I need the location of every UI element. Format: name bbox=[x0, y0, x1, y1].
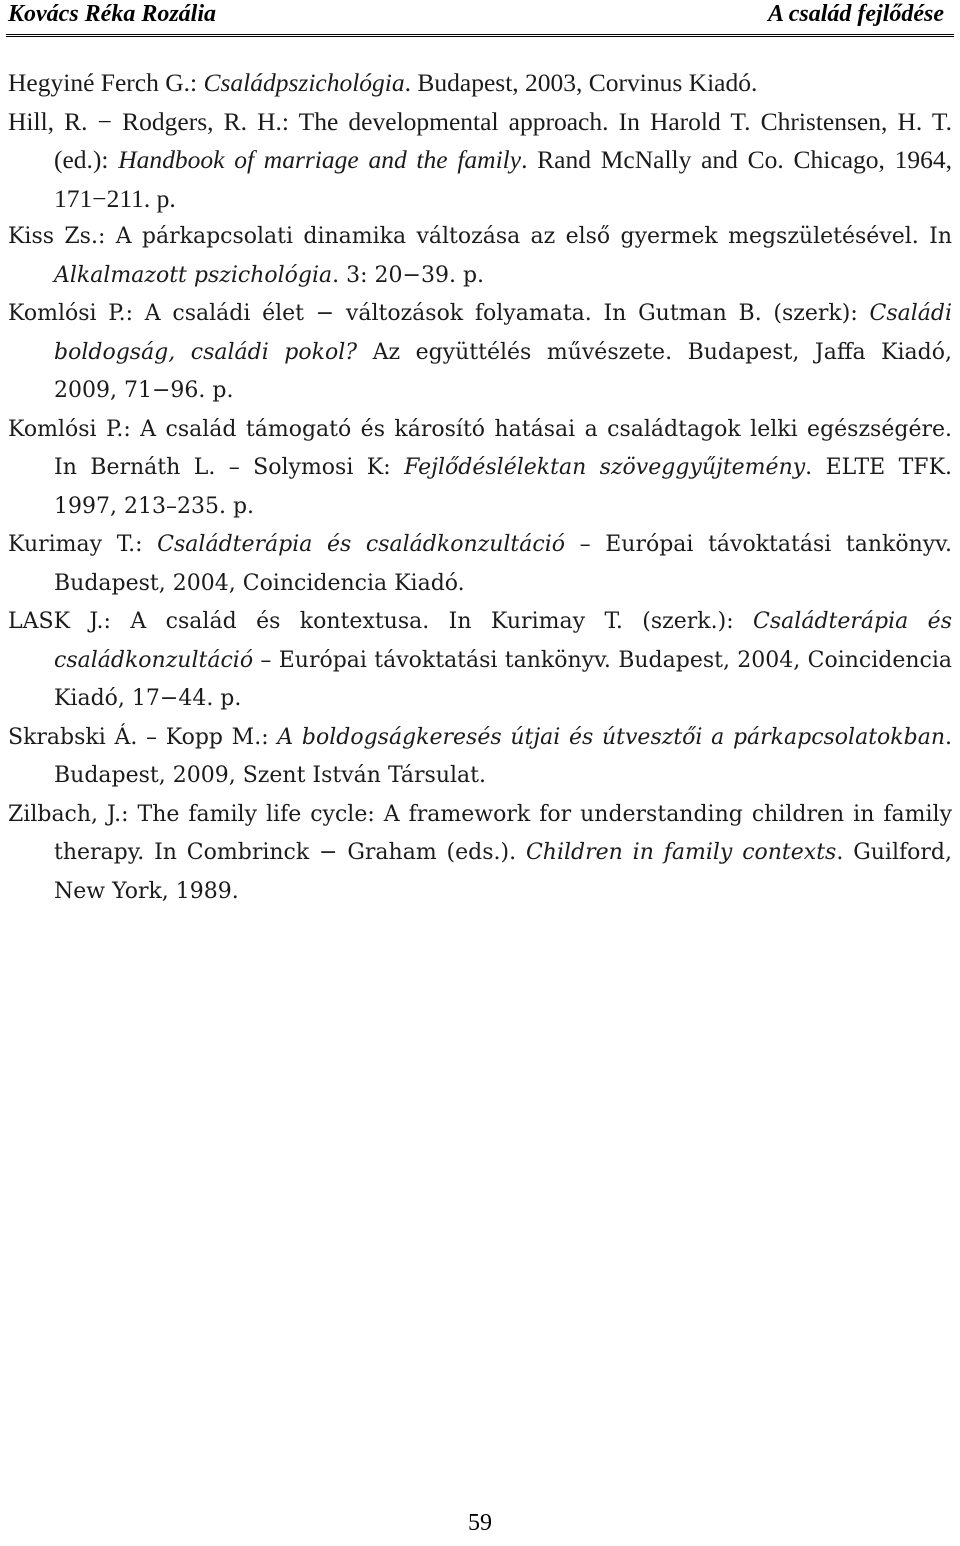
reference-text: Zilbach, J.: The family life cycle: A framework for understanding children in family therapy. In Combrinck − Graham (eds.). bbox=[8, 801, 952, 865]
reference-text: Hill, R. − Rodgers, R. H.: The developmental approach. In Harold T. Christensen, H. T. (ed.): bbox=[8, 106, 952, 174]
reference-entry bbox=[8, 526, 952, 603]
reference-title: Családterápia és családkonzultáció bbox=[54, 609, 952, 673]
reference-entry bbox=[8, 796, 952, 912]
reference-text: . Budapest, 2009, Szent István Társulat. bbox=[54, 724, 952, 788]
reference-title: Fejlődéslélektan szöveggyűjtemény bbox=[404, 455, 806, 480]
running-header bbox=[6, 0, 954, 37]
reference-text: – Európai távoktatási tankönyv. Budapest, 2004, Coincidencia Kiadó, 17−44. p. bbox=[54, 647, 952, 711]
page-number: 59 bbox=[468, 1510, 492, 1536]
reference-text: LASK J.: A család és kontextusa. In Kurimay T. (szerk.): bbox=[8, 609, 754, 634]
header-title: A család fejlődése bbox=[768, 1, 944, 27]
reference-entry bbox=[8, 603, 952, 719]
reference-text: – Európai távoktatási tankönyv. Budapest, 2004, Coincidencia Kiadó. bbox=[54, 532, 952, 596]
reference-text: Hegyiné Ferch G.: bbox=[8, 68, 204, 97]
reference-entry bbox=[8, 64, 952, 103]
reference-entry bbox=[8, 719, 952, 796]
reference-text: . Guilford, New York, 1989. bbox=[54, 840, 952, 904]
reference-entry bbox=[8, 218, 952, 295]
reference-title: A boldogságkeresés útjai és útvesztői a párkapcsolatokban bbox=[277, 724, 945, 750]
header-author: Kovács Réka Rozália bbox=[8, 1, 216, 27]
reference-text: Komlósi P.: A család támogató és károsító hatásai a családtagok lelki egészségére. In Bernáth L. – Solymosi K: bbox=[8, 416, 952, 480]
reference-text: . 3: 20−39. p. bbox=[332, 262, 485, 288]
reference-text: Skrabski Á. – Kopp M.: bbox=[8, 724, 278, 750]
reference-entry bbox=[8, 411, 952, 527]
reference-entry bbox=[8, 103, 952, 219]
reference-list bbox=[8, 64, 952, 911]
reference-title: Children in family contexts bbox=[525, 840, 837, 865]
reference-title: Családpszichológia bbox=[203, 68, 405, 97]
reference-title: Alkalmazott pszichológia bbox=[54, 262, 333, 288]
reference-text: Az együttélés művészete. Budapest, Jaffa Kiadó, 2009, 71−96. p. bbox=[54, 339, 952, 403]
reference-text: Kurimay T.: bbox=[8, 532, 158, 557]
reference-title: Családi boldogság, családi pokol? bbox=[54, 301, 952, 365]
reference-entry bbox=[8, 295, 952, 411]
reference-text: Kiss Zs.: A párkapcsolati dinamika változása az első gyermek megszületésével. In bbox=[8, 224, 952, 249]
reference-title: Családterápia és családkonzultáció bbox=[157, 532, 565, 557]
reference-text: Komlósi P.: A családi élet − változások folyamata. In Gutman B. (szerk): bbox=[8, 301, 870, 326]
reference-title: Handbook of marriage and the family bbox=[118, 145, 522, 174]
reference-text: . Budapest, 2003, Corvinus Kiadó. bbox=[404, 68, 758, 97]
reference-text: . Rand McNally and Co. Chicago, 1964, 171−211. p. bbox=[54, 145, 953, 213]
reference-text: . ELTE TFK. 1997, 213–235. p. bbox=[54, 455, 952, 519]
